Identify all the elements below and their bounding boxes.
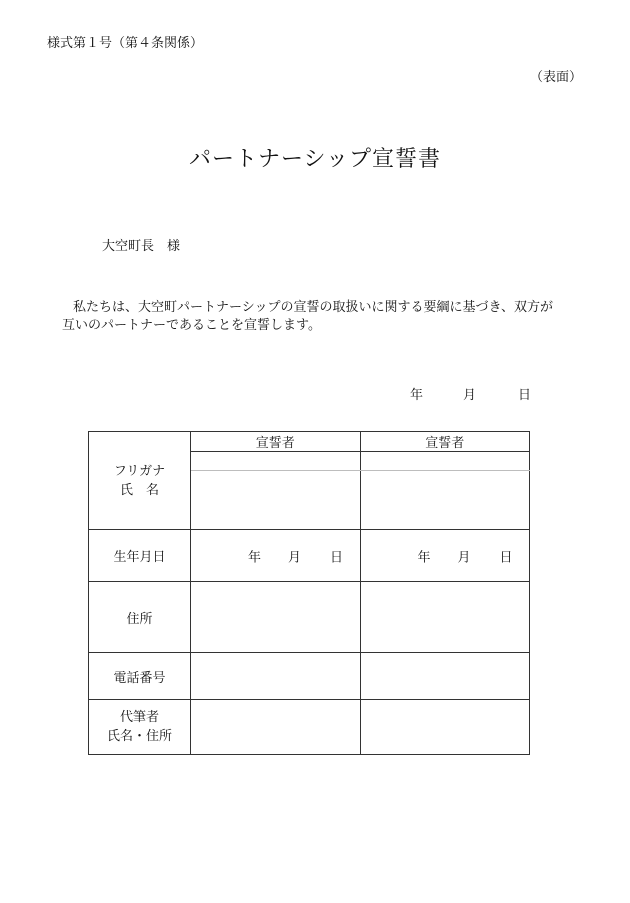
birth-1-day: 日 <box>330 550 344 565</box>
declarant-2-phone-field[interactable] <box>360 653 530 700</box>
declarant-1-address-field[interactable] <box>191 582 361 653</box>
birth-1-month: 月 <box>288 550 302 565</box>
proxy-label-2: 氏名・住所 <box>106 729 172 744</box>
birthdate-label: 生年月日 <box>89 530 191 582</box>
declarant-1-proxy-field[interactable] <box>191 700 361 755</box>
side-label: （表面） <box>530 70 583 85</box>
declarant-1-birthdate-field[interactable] <box>191 530 361 582</box>
date-month: 月 <box>463 388 477 403</box>
declarant-2-furigana-field[interactable] <box>360 452 530 471</box>
addressee: 大空町長 様 <box>102 239 181 254</box>
birth-2-day: 日 <box>499 550 513 565</box>
declarant-2-address-field[interactable] <box>360 582 530 653</box>
name-label: 氏 名 <box>119 482 159 498</box>
declarant-1-header: 宣誓者 <box>191 432 361 452</box>
declarant-1-name-field[interactable] <box>191 471 361 530</box>
page-title: パートナーシップ宣誓書 <box>188 147 442 172</box>
proxy-label-cell <box>89 700 191 755</box>
date-day: 日 <box>518 388 532 403</box>
birth-2-year: 年 <box>417 550 431 565</box>
proxy-label-1: 代筆者 <box>119 710 159 725</box>
declarant-2-proxy-field[interactable] <box>360 700 530 755</box>
phone-label: 電話番号 <box>89 653 191 700</box>
declarant-table <box>88 431 530 755</box>
declarant-1-furigana-field[interactable] <box>191 452 361 471</box>
name-label-cell <box>89 432 191 530</box>
declarant-1-phone-field[interactable] <box>191 653 361 700</box>
form-number: 様式第１号（第４条関係） <box>47 36 204 51</box>
declaration-text <box>62 299 582 335</box>
address-label: 住所 <box>89 582 191 653</box>
birth-1-year: 年 <box>248 550 262 565</box>
declaration-line-2: 互いのパートナーであることを宣誓します。 <box>62 318 321 333</box>
declarant-2-header: 宣誓者 <box>360 432 530 452</box>
declarant-2-name-field[interactable] <box>360 471 530 530</box>
declarant-2-birthdate-field[interactable] <box>360 530 530 582</box>
birth-2-month: 月 <box>457 550 471 565</box>
declaration-line-1: 私たちは、大空町パートナーシップの宣誓の取扱いに関する要綱に基づき、双方が <box>73 300 553 315</box>
furigana-label: フリガナ <box>113 463 166 479</box>
date-year: 年 <box>410 388 424 403</box>
